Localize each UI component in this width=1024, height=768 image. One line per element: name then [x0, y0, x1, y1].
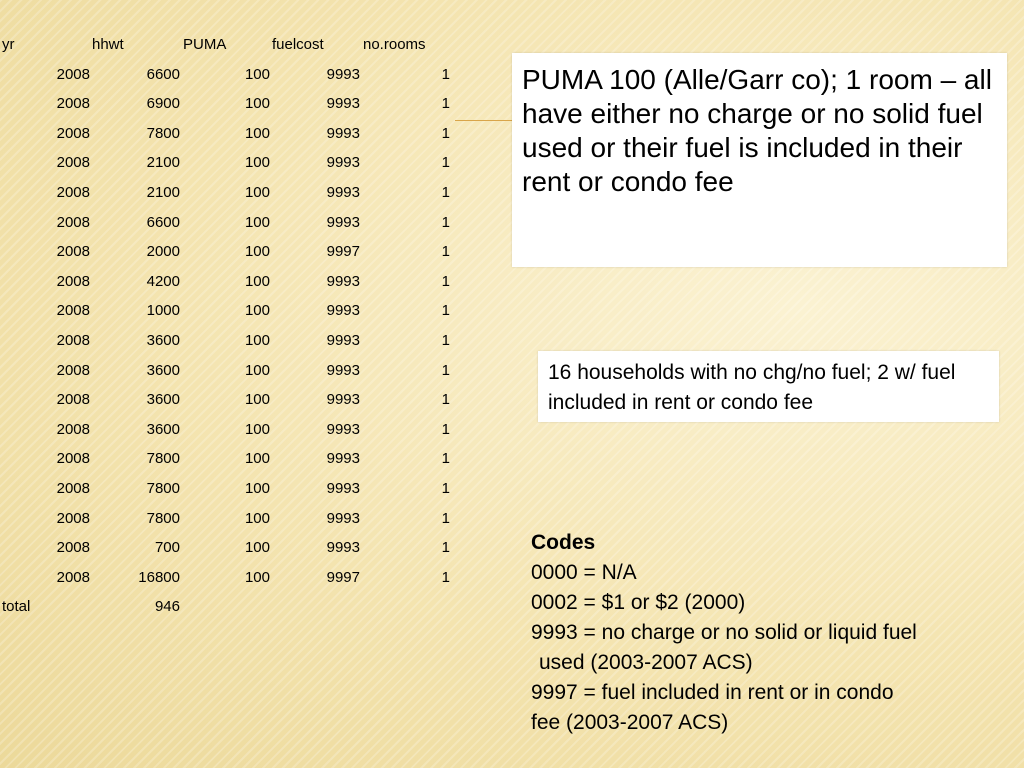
cell-yr: 2008: [56, 479, 90, 497]
cell-hhwt: 7800: [146, 509, 180, 527]
cell-fuelcost: 9993: [326, 302, 360, 320]
table-row: [0, 504, 460, 534]
cell-fuelcost: 9993: [326, 361, 360, 379]
cell-rooms: 1: [441, 479, 450, 497]
cell-fuelcost: 9997: [326, 568, 360, 586]
table-row: [0, 237, 460, 267]
cell-rooms: 1: [441, 124, 450, 142]
households-note-box: [538, 351, 999, 422]
cell-hhwt: 6600: [146, 65, 180, 83]
table-row: [0, 296, 460, 326]
cell-hhwt: 3600: [146, 420, 180, 438]
cell-rooms: 1: [441, 213, 450, 231]
codes-title: Codes: [531, 531, 596, 554]
households-note-text: 16 households with no chg/no fuel; 2 w/ fuel included in rent or condo fee: [548, 361, 956, 414]
cell-yr: 2008: [56, 65, 90, 83]
cell-rooms: 1: [441, 302, 450, 320]
cell-rooms: 1: [441, 509, 450, 527]
table-row: [0, 178, 460, 208]
cell-fuelcost: 9993: [326, 479, 360, 497]
total-label: total: [2, 598, 31, 616]
header-rooms: no.rooms: [363, 36, 426, 53]
cell-fuelcost: 9993: [326, 509, 360, 527]
cell-puma: 100: [244, 183, 270, 201]
cell-puma: 100: [244, 302, 270, 320]
cell-yr: 2008: [56, 95, 90, 113]
cell-hhwt: 7800: [146, 450, 180, 468]
cell-hhwt: 6900: [146, 95, 180, 113]
cell-puma: 100: [244, 509, 270, 527]
code-line: 0000 = N/A: [531, 561, 637, 584]
cell-hhwt: 700: [154, 539, 180, 557]
codes-legend: [531, 528, 1016, 738]
cell-yr: 2008: [56, 272, 90, 290]
cell-fuelcost: 9993: [326, 420, 360, 438]
cell-fuelcost: 9993: [326, 213, 360, 231]
cell-hhwt: 2100: [146, 154, 180, 172]
cell-fuelcost: 9993: [326, 154, 360, 172]
cell-rooms: 1: [441, 450, 450, 468]
table-row: [0, 60, 460, 90]
cell-fuelcost: 9993: [326, 331, 360, 349]
code-line: 9997 = fuel included in rent or in condo: [531, 681, 894, 704]
table-body: [0, 60, 460, 593]
puma-note-box: [512, 53, 1007, 267]
cell-yr: 2008: [56, 302, 90, 320]
cell-yr: 2008: [56, 124, 90, 142]
total-hhwt: 946: [154, 598, 180, 616]
cell-hhwt: 7800: [146, 124, 180, 142]
cell-fuelcost: 9993: [326, 450, 360, 468]
table-row: [0, 148, 460, 178]
cell-rooms: 1: [441, 539, 450, 557]
cell-yr: 2008: [56, 568, 90, 586]
cell-yr: 2008: [56, 213, 90, 231]
cell-puma: 100: [244, 361, 270, 379]
cell-fuelcost: 9997: [326, 243, 360, 261]
table-row: [0, 89, 460, 119]
cell-yr: 2008: [56, 183, 90, 201]
cell-rooms: 1: [441, 361, 450, 379]
header-puma: PUMA: [183, 36, 227, 53]
cell-fuelcost: 9993: [326, 539, 360, 557]
cell-hhwt: 4200: [146, 272, 180, 290]
table-row: [0, 208, 460, 238]
cell-rooms: 1: [441, 183, 450, 201]
cell-rooms: 1: [441, 331, 450, 349]
cell-rooms: 1: [441, 391, 450, 409]
cell-fuelcost: 9993: [326, 183, 360, 201]
cell-fuelcost: 9993: [326, 391, 360, 409]
table-total-row: [0, 592, 460, 622]
table-row: [0, 563, 460, 593]
cell-puma: 100: [244, 154, 270, 172]
cell-hhwt: 16800: [138, 568, 180, 586]
cell-puma: 100: [244, 243, 270, 261]
cell-hhwt: 3600: [146, 361, 180, 379]
cell-yr: 2008: [56, 391, 90, 409]
cell-rooms: 1: [441, 272, 450, 290]
cell-hhwt: 1000: [146, 302, 180, 320]
table-row: [0, 119, 460, 149]
cell-puma: 100: [244, 272, 270, 290]
code-line: used (2003-2007 ACS): [539, 651, 753, 674]
cell-yr: 2008: [56, 509, 90, 527]
cell-hhwt: 7800: [146, 479, 180, 497]
cell-fuelcost: 9993: [326, 124, 360, 142]
cell-yr: 2008: [56, 361, 90, 379]
table-row: [0, 533, 460, 563]
cell-puma: 100: [244, 450, 270, 468]
code-line: 0002 = $1 or $2 (2000): [531, 591, 746, 614]
cell-puma: 100: [244, 539, 270, 557]
table-row: [0, 415, 460, 445]
cell-puma: 100: [244, 95, 270, 113]
cell-puma: 100: [244, 568, 270, 586]
cell-rooms: 1: [441, 65, 450, 83]
cell-hhwt: 6600: [146, 213, 180, 231]
cell-yr: 2008: [56, 539, 90, 557]
cell-hhwt: 2100: [146, 183, 180, 201]
cell-rooms: 1: [441, 154, 450, 172]
cell-yr: 2008: [56, 331, 90, 349]
puma-note-text: PUMA 100 (Alle/Garr co); 1 room – all have either no charge or no solid fuel used or their fuel is included in their rent or condo fee: [522, 64, 992, 197]
cell-rooms: 1: [441, 568, 450, 586]
cell-puma: 100: [244, 124, 270, 142]
table-row: [0, 326, 460, 356]
header-yr: yr: [2, 36, 15, 53]
table-row: [0, 356, 460, 386]
cell-puma: 100: [244, 65, 270, 83]
cell-hhwt: 3600: [146, 331, 180, 349]
cell-yr: 2008: [56, 154, 90, 172]
cell-yr: 2008: [56, 450, 90, 468]
table-row: [0, 444, 460, 474]
cell-puma: 100: [244, 331, 270, 349]
cell-puma: 100: [244, 213, 270, 231]
cell-rooms: 1: [441, 95, 450, 113]
cell-puma: 100: [244, 391, 270, 409]
cell-fuelcost: 9993: [326, 65, 360, 83]
code-line: fee (2003-2007 ACS): [531, 711, 729, 734]
cell-hhwt: 2000: [146, 243, 180, 261]
data-table: [0, 30, 460, 622]
accent-line: [455, 120, 515, 121]
cell-yr: 2008: [56, 243, 90, 261]
table-row: [0, 385, 460, 415]
cell-rooms: 1: [441, 420, 450, 438]
cell-rooms: 1: [441, 243, 450, 261]
cell-fuelcost: 9993: [326, 272, 360, 290]
cell-fuelcost: 9993: [326, 95, 360, 113]
cell-yr: 2008: [56, 420, 90, 438]
cell-hhwt: 3600: [146, 391, 180, 409]
header-hhwt: hhwt: [92, 36, 124, 53]
cell-puma: 100: [244, 479, 270, 497]
cell-puma: 100: [244, 420, 270, 438]
code-line: 9993 = no charge or no solid or liquid fuel: [531, 621, 917, 644]
table-header-row: [0, 30, 460, 60]
table-row: [0, 474, 460, 504]
table-row: [0, 267, 460, 297]
header-fuelcost: fuelcost: [272, 36, 324, 53]
